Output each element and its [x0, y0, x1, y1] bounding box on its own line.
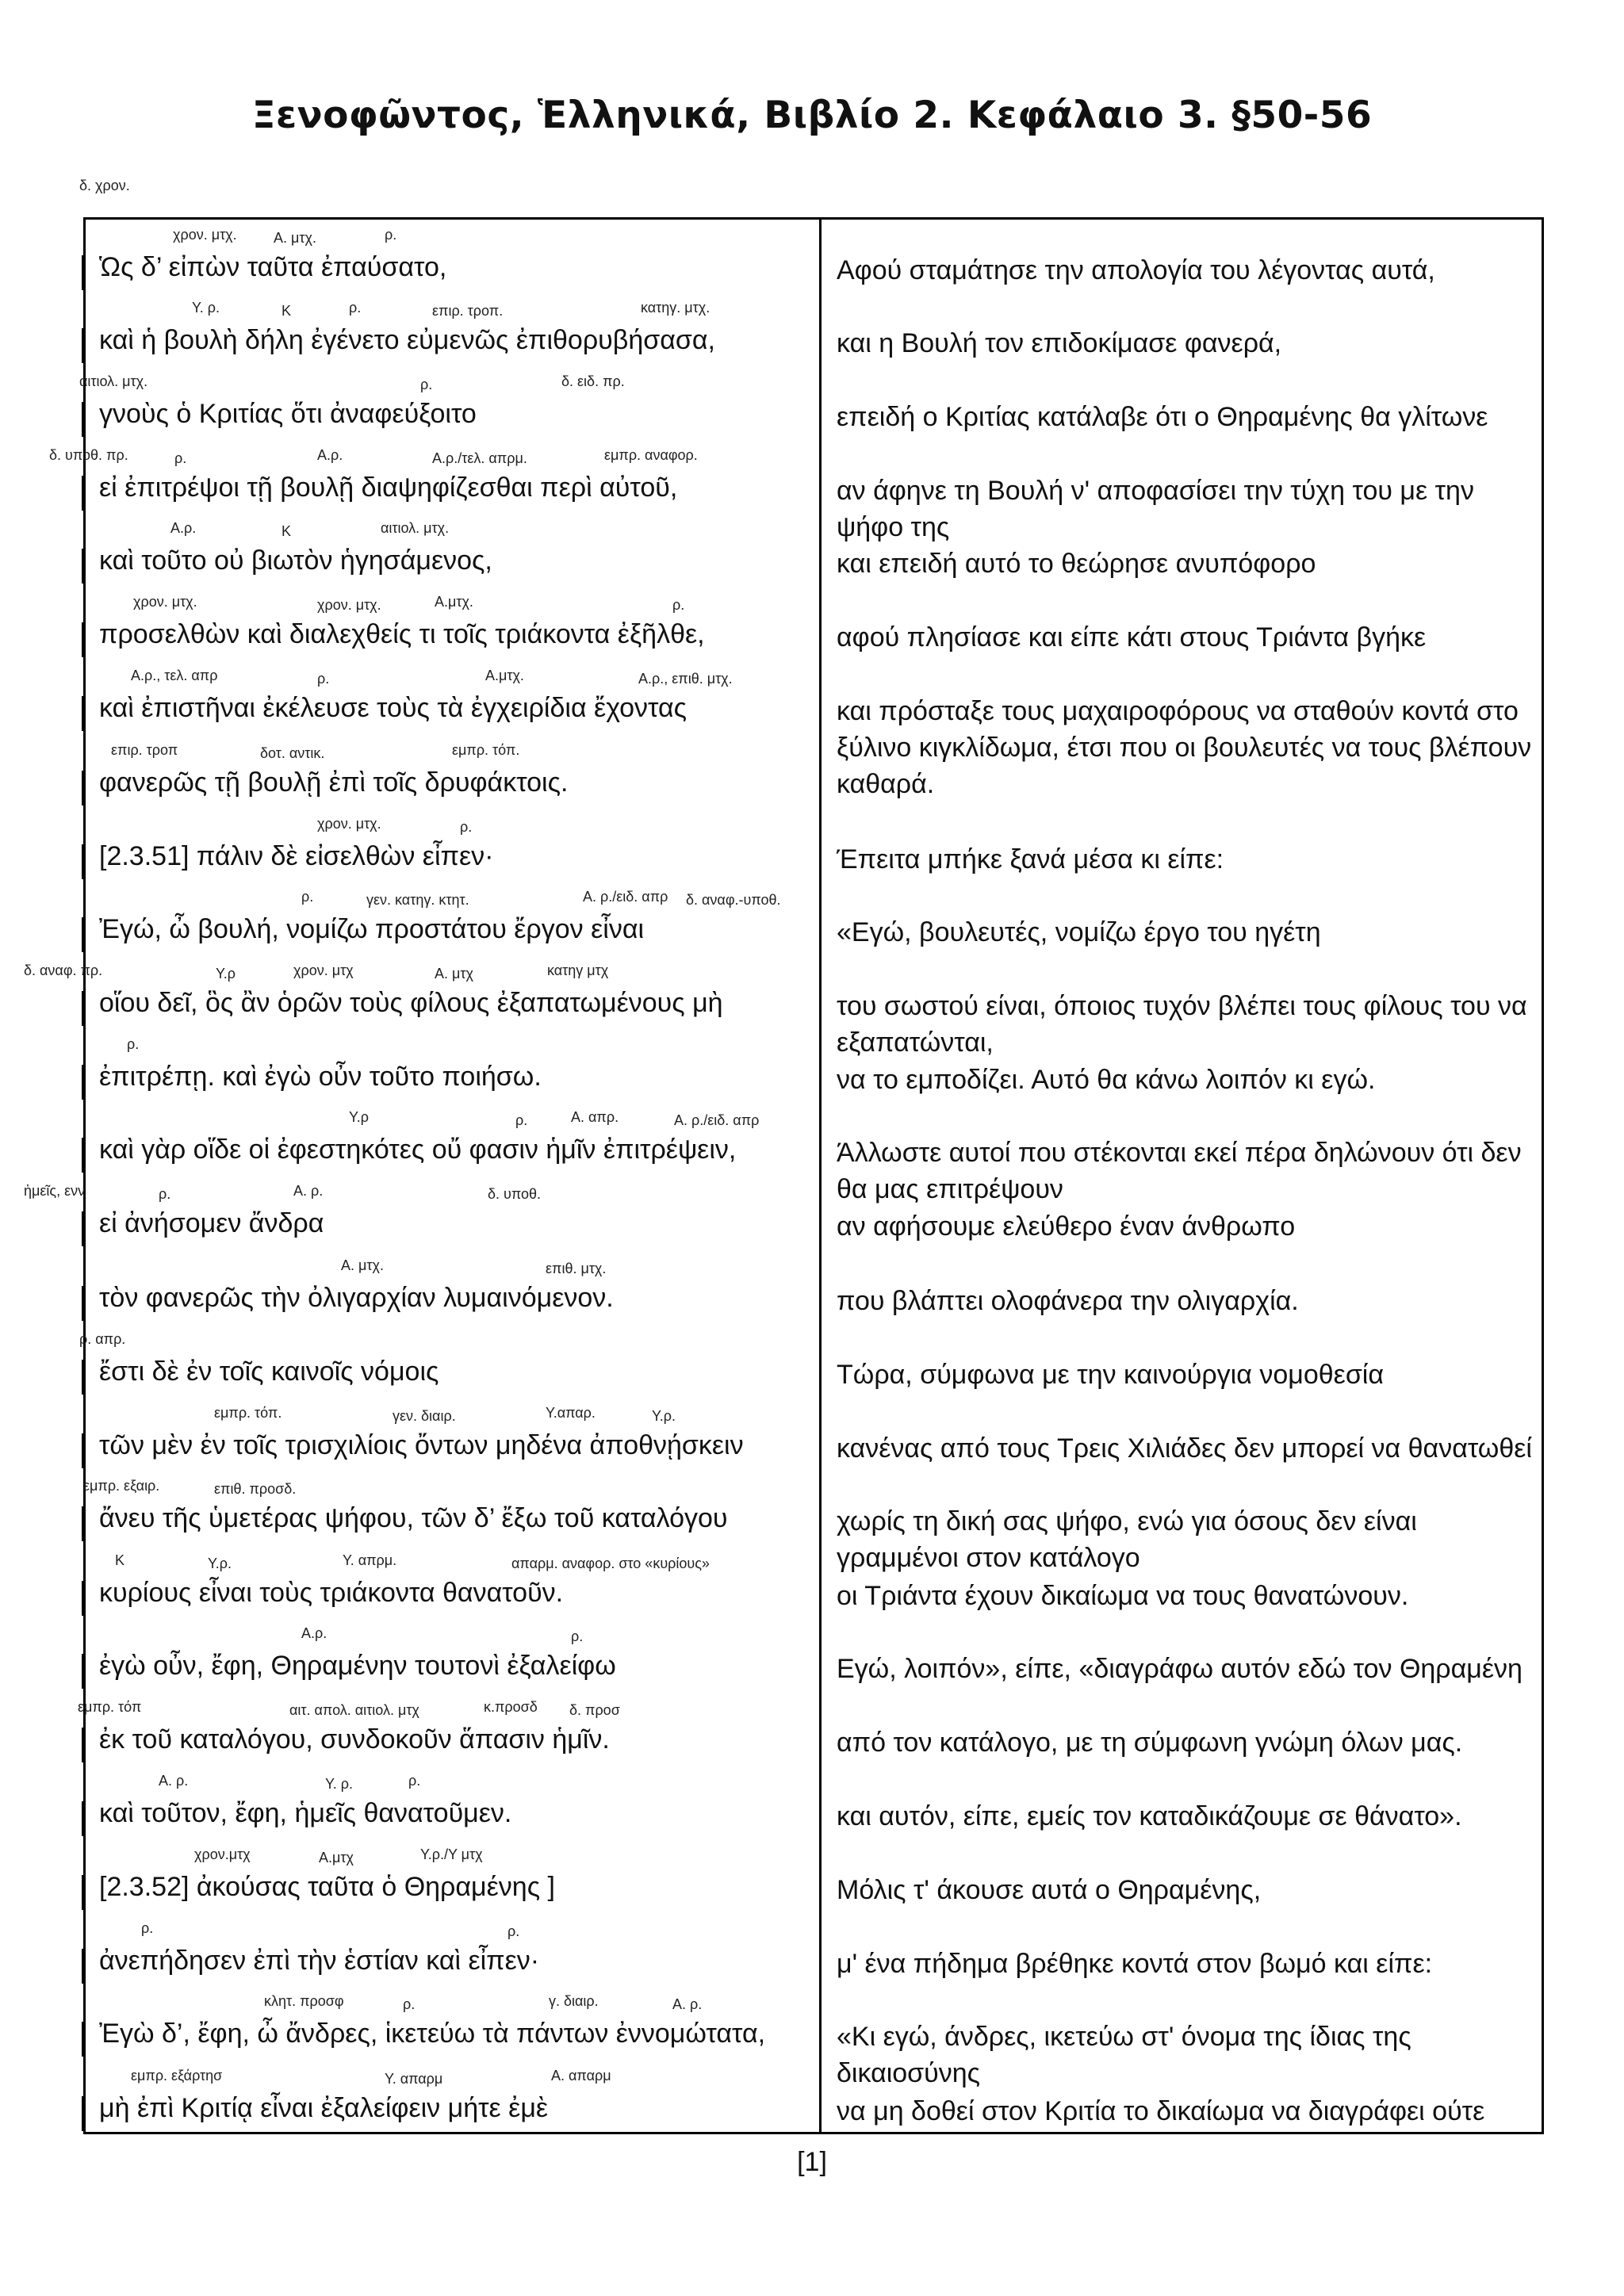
greek-line: εἰ ἀνήσομεν ἄνδρα — [99, 1208, 324, 1238]
translation-line: Εγώ, λοιπόν», είπε, «διαγράφω αυτόν εδώ τον Θηραμένη — [837, 1654, 1522, 1684]
greek-line: [2.3.52] ἀκούσας ταῦτα ὁ Θηραμένης ] — [99, 1872, 555, 1902]
grammar-annotation: αιτιολ. μτχ. — [79, 373, 148, 389]
grammar-annotation: κατηγ. μτχ. — [641, 300, 710, 316]
annotation: δ. χρον. — [79, 178, 130, 193]
translation-line: και πρόσταξε τους μαχαιροφόρους να σταθούν κοντά στο ξύλινο κιγκλίδωμα, έτσι που οι βουλευτές να τους βλέπουν καθαρά. — [837, 696, 1532, 799]
greek-line: γνοὺς ὁ Κριτίας ὅτι ἀναφεύξοιτο — [99, 399, 477, 429]
line-marker — [82, 1360, 84, 1395]
grammar-annotation: ρ. — [301, 889, 314, 905]
greek-line: καὶ τοῦτον, ἔφη, ἡμεῖς θανατοῦμεν. — [99, 1798, 512, 1828]
grammar-annotation: ρ. — [174, 450, 187, 466]
grammar-annotation: Α. ρ./ειδ. απρ — [674, 1112, 760, 1128]
greek-line: καὶ ἡ βουλὴ δήλη ἐγένετο εὐμενῶς ἐπιθορυβήσασα, — [99, 325, 715, 355]
grammar-annotation: Α. ρ./ειδ. απρ — [583, 889, 668, 905]
grammar-annotation: δ. αναφ.-υποθ. — [686, 892, 781, 908]
grammar-annotation: χρον. μτχ. — [317, 816, 381, 832]
translation-line: Τώρα, σύμφωνα με την καινούργια νομοθεσία — [837, 1360, 1385, 1390]
grammar-annotation: δ. υποθ. — [488, 1186, 542, 1202]
grammar-annotation: Α.ρ. — [317, 447, 343, 463]
grammar-annotation: αιτιολ. μτχ. — [381, 520, 450, 536]
line-marker — [82, 1138, 84, 1173]
grammar-annotation: ρ. — [127, 1036, 140, 1052]
grammar-annotation: ρ. — [141, 1920, 154, 1936]
translation-line: να μη δοθεί στον Κριτία το δικαίωμα να διαγράφει ούτε — [837, 2096, 1485, 2126]
greek-line: ἀνεπήδησεν ἐπὶ τὴν ἑστίαν καὶ εἶπεν· — [99, 1946, 540, 1976]
grammar-annotation: δοτ. αντικ. — [260, 745, 325, 761]
greek-line: καὶ ἐπιστῆναι ἐκέλευσε τοὺς τὰ ἐγχειρίδια ἔχοντας — [99, 693, 688, 723]
grammar-annotation: δ. αναφ. πρ. — [24, 962, 103, 978]
line-marker — [82, 2096, 84, 2131]
grammar-annotation: επιρ. τροπ — [111, 742, 178, 758]
grammar-annotation: χρον.μτχ — [194, 1846, 251, 1862]
greek-line: Ὡς δ’ εἰπὼν ταῦτα ἐπαύσατο, — [99, 252, 447, 282]
translation-line: και επειδή αυτό το θεώρησε ανυπόφορο — [837, 549, 1316, 579]
grammar-annotation: εμπρ. εξαιρ. — [83, 1478, 160, 1494]
grammar-annotation: εμπρ. τόπ. — [452, 742, 520, 758]
greek-line: καὶ τοῦτο οὐ βιωτὸν ἡγησάμενος, — [99, 545, 492, 576]
grammar-annotation: Α.μτχ — [319, 1850, 354, 1866]
grammar-annotation: εμπρ. αναφορ. — [604, 447, 698, 463]
grammar-annotation: απαρμ. αναφορ. στο «κυρίους» — [511, 1556, 710, 1571]
grammar-annotation: κατηγ μτχ — [547, 962, 609, 978]
grammar-annotation: ρ. — [672, 597, 685, 613]
grammar-annotation: επιθ. μτχ. — [546, 1261, 607, 1276]
grammar-annotation: Α.ρ. — [301, 1625, 327, 1641]
grammar-annotation: Α.ρ., τελ. απρ — [131, 668, 218, 683]
greek-line: τῶν μὲν ἐν τοῖς τρισχιλίοις ὄντων μηδένα ἀποθνῄσκειν — [99, 1430, 744, 1460]
greek-line: καὶ γὰρ οἵδε οἱ ἐφεστηκότες οὔ φασιν ἡμῖν ἐπιτρέψειν, — [99, 1135, 737, 1165]
grammar-annotation: Υ.ρ./Υ μτχ — [420, 1846, 483, 1862]
translation-line: μ' ένα πήδημα βρέθηκε κοντά στον βωμό και είπε: — [837, 1949, 1433, 1979]
greek-line: ἔστι δὲ ἐν τοῖς καινοῖς νόμοις — [99, 1357, 439, 1387]
greek-line: ἐπιτρέπῃ. καὶ ἐγὼ οὖν τοῦτο ποιήσω. — [99, 1062, 542, 1092]
grammar-annotation: Α.μτχ. — [435, 594, 473, 610]
translation-line: αν αφήσουμε ελεύθερο έναν άνθρωπο — [837, 1211, 1296, 1242]
translation-line: Μόλις τ' άκουσε αυτά ο Θηραμένης, — [837, 1875, 1262, 1905]
line-marker — [82, 1286, 84, 1321]
grammar-annotation: ρ. — [385, 227, 397, 243]
grammar-annotation: ρ. — [571, 1628, 584, 1644]
translation-line: επειδή ο Κριτίας κατάλαβε ότι ο Θηραμένης θα γλίτωνε — [837, 402, 1488, 432]
grammar-annotation: ρ. — [460, 819, 473, 835]
grammar-annotation: Υ. απρμ. — [343, 1552, 397, 1568]
translation-line: κανένας από τους Τρεις Χιλιάδες δεν μπορεί να θανατωθεί — [837, 1433, 1532, 1464]
grammar-annotation: Υ. απαρμ — [385, 2071, 443, 2087]
line-marker — [82, 549, 84, 584]
grammar-annotation: ρ. — [403, 1996, 416, 2012]
grammar-annotation: εμπρ. τόπ. — [214, 1405, 282, 1421]
translation-line: οι Τριάντα έχουν δικαίωμα να τους θανατώνουν. — [837, 1581, 1409, 1611]
grammar-annotation: χρον. μτχ. — [173, 227, 237, 243]
line-marker — [82, 1875, 84, 1910]
translation-line: χωρίς τη δική σας ψήφο, ενώ για όσους δεν είναι γραμμένοι στον κατάλογο — [837, 1506, 1417, 1573]
translation-line: Αφού σταμάτησε την απολογία του λέγοντας αυτά, — [837, 255, 1435, 285]
grammar-annotation: Υ.ρ. — [652, 1408, 676, 1424]
line-marker — [82, 1728, 84, 1762]
grammar-annotation: Α. απαρμ — [551, 2068, 611, 2084]
grammar-annotation: χρον. μτχ — [293, 962, 354, 978]
translation-line: και αυτόν, είπε, εμείς τον καταδικάζουμε σε θάνατο». — [837, 1801, 1462, 1831]
grammar-annotation: ρ. — [349, 300, 362, 316]
greek-line: τὸν φανερῶς τὴν ὀλιγαρχίαν λυμαινόμενον. — [99, 1283, 614, 1313]
greek-line: κυρίους εἶναι τοὺς τριάκοντα θανατοῦν. — [99, 1578, 564, 1608]
grammar-annotation: Υ.ρ — [216, 966, 236, 982]
translation-line: που βλάπτει ολοφάνερα την ολιγαρχία. — [837, 1286, 1299, 1316]
greek-line: [2.3.51] πάλιν δὲ εἰσελθὼν εἶπεν· — [99, 841, 494, 871]
page-number: [1] — [797, 2147, 827, 2177]
grammar-annotation: Α. ρ. — [293, 1183, 324, 1199]
grammar-annotation: γεν. διαιρ. — [393, 1408, 456, 1424]
grammar-annotation: γεν. κατηγ. κτητ. — [366, 892, 469, 908]
grammar-annotation: Α.ρ. — [170, 520, 197, 536]
grammar-annotation: Α. ρ. — [159, 1773, 189, 1789]
grammar-annotation: χρον. μτχ. — [317, 597, 381, 613]
line-marker — [82, 844, 84, 879]
line-marker — [82, 917, 84, 952]
grammar-annotation: Υ. ρ. — [192, 300, 220, 316]
grammar-annotation: Υ.ρ. — [208, 1556, 232, 1571]
grammar-annotation: δ. ειδ. πρ. — [561, 373, 625, 389]
translation-line: «Κι εγώ, άνδρες, ικετεύω στ' όνομα της ίδιας της δικαιοσύνης — [837, 2022, 1411, 2088]
translation-line: να το εμποδίζει. Αυτό θα κάνω λοιπόν κι εγώ. — [837, 1065, 1376, 1095]
column-divider — [819, 217, 822, 2134]
greek-line: Ἐγὼ δ’, ἔφη, ὦ ἄνδρες, ἱκετεύω τὰ πάντων ἐννομώτατα, — [99, 2019, 766, 2049]
greek-line: φανερῶς τῇ βουλῇ ἐπὶ τοῖς δρυφάκτοις. — [99, 767, 569, 798]
greek-line: ἐκ τοῦ καταλόγου, συνδοκοῦν ἅπασιν ἡμῖν. — [99, 1724, 610, 1755]
greek-line: ἐγὼ οὖν, ἔφη, Θηραμένην τουτονὶ ἐξαλείφω — [99, 1651, 616, 1681]
translation-line: αφού πλησίασε και είπε κάτι στους Τριάντα βγήκε — [837, 622, 1427, 652]
line-marker — [82, 1433, 84, 1468]
line-marker — [82, 328, 84, 363]
line-marker — [82, 476, 84, 511]
line-marker — [82, 255, 84, 290]
grammar-annotation: ρ. απρ. — [79, 1331, 126, 1347]
grammar-annotation: Κ — [282, 303, 292, 319]
line-marker — [82, 1654, 84, 1689]
translation-line: αν άφηνε τη Βουλή ν' αποφασίσει την τύχη του με την ψήφο της — [837, 476, 1474, 542]
line-marker — [82, 402, 84, 437]
greek-line: προσελθὼν καὶ διαλεχθείς τι τοῖς τριάκοντα ἐξῆλθε, — [99, 619, 705, 649]
line-marker — [82, 1065, 84, 1100]
grammar-annotation: Κ — [115, 1552, 125, 1568]
grammar-annotation: Α. ρ. — [672, 1996, 703, 2012]
grammar-annotation: εμπρ. εξάρτησ — [131, 2068, 223, 2084]
grammar-annotation: Υ.ρ — [349, 1109, 369, 1125]
grammar-annotation: ἡμεῖς, ενν — [24, 1183, 86, 1199]
greek-line: μὴ ἐπὶ Κριτίᾳ εἶναι ἐξαλείφειν μήτε ἐμὲ — [99, 2093, 549, 2123]
grammar-annotation: Υ.απαρ. — [546, 1405, 596, 1421]
line-marker — [82, 1949, 84, 1984]
translation-line: «Εγώ, βουλευτές, νομίζω έργο του ηγέτη — [837, 917, 1321, 947]
translation-line: και η Βουλή τον επιδοκίμασε φανερά, — [837, 328, 1282, 358]
line-marker — [82, 1506, 84, 1541]
grammar-annotation: εμπρ. τόπ — [78, 1699, 142, 1715]
grammar-annotation: κ.προσδ — [484, 1699, 538, 1715]
grammar-annotation: ρ. — [408, 1773, 421, 1789]
grammar-annotation: Α.ρ./τελ. απρμ. — [432, 450, 527, 466]
line-marker — [82, 1581, 84, 1616]
grammar-annotation: ρ. — [317, 671, 330, 687]
greek-line: Ἐγώ, ὦ βουλή, νομίζω προστάτου ἔργον εἶναι — [99, 914, 645, 944]
line-marker — [82, 1211, 84, 1246]
grammar-annotation: δ. προσ — [569, 1702, 620, 1718]
translation-line: του σωστού είναι, όποιος τυχόν βλέπει τους φίλους του να εξαπατώνται, — [837, 991, 1527, 1058]
grammar-annotation: αιτ. απολ. αιτιολ. μτχ — [289, 1702, 419, 1718]
grammar-annotation: ρ. — [515, 1112, 528, 1128]
line-marker — [82, 696, 84, 731]
line-marker — [82, 1801, 84, 1836]
line-marker — [82, 771, 84, 806]
grammar-annotation: ρ. — [508, 1923, 520, 1939]
grammar-annotation: Κ — [282, 523, 292, 539]
grammar-annotation: επιρ. τροπ. — [432, 303, 504, 319]
grammar-annotation: ρ. — [420, 377, 433, 392]
grammar-annotation: Α. απρ. — [571, 1109, 619, 1125]
grammar-annotation: Α. μτχ. — [274, 230, 316, 246]
line-marker — [82, 2022, 84, 2057]
grammar-annotation: Α. μτχ — [435, 966, 473, 982]
greek-line: ἄνευ τῆς ὑμετέρας ψήφου, τῶν δ’ ἔξω τοῦ καταλόγου — [99, 1503, 728, 1533]
line-marker — [82, 622, 84, 657]
grammar-annotation: κλητ. προσφ — [264, 1993, 344, 2009]
grammar-annotation: ρ. — [159, 1186, 171, 1202]
grammar-annotation: Υ. ρ. — [325, 1776, 353, 1792]
page-title: Ξενοφῶντος, Ἑλληνικά, Βιβλίο 2. Κεφάλαιο 3. §50-56 — [251, 94, 1373, 137]
grammar-annotation: δ. υποθ. πρ. — [49, 447, 128, 463]
grammar-annotation: χρον. μτχ. — [133, 594, 197, 610]
greek-line: οἵου δεῖ, ὃς ἂν ὁρῶν τοὺς φίλους ἐξαπατωμένους μὴ — [99, 988, 723, 1018]
grammar-annotation: επιθ. προσδ. — [214, 1481, 297, 1497]
translation-line: Έπειτα μπήκε ξανά μέσα κι είπε: — [837, 844, 1224, 874]
translation-line: από τον κατάλογο, με τη σύμφωνη γνώμη όλων μας. — [837, 1728, 1463, 1758]
greek-line: εἰ ἐπιτρέψοι τῇ βουλῇ διαψηφίζεσθαι περὶ αὐτοῦ, — [99, 473, 678, 503]
line-marker — [82, 991, 84, 1026]
grammar-annotation: Α.ρ., επιθ. μτχ. — [638, 671, 733, 687]
grammar-annotation: Α. μτχ. — [341, 1257, 384, 1273]
translation-line: Άλλωστε αυτοί που στέκονται εκεί πέρα δηλώνουν ότι δεν θα μας επιτρέψουν — [837, 1138, 1522, 1204]
grammar-annotation: Α.μτχ. — [485, 668, 524, 683]
grammar-annotation: γ. διαιρ. — [549, 1993, 599, 2009]
